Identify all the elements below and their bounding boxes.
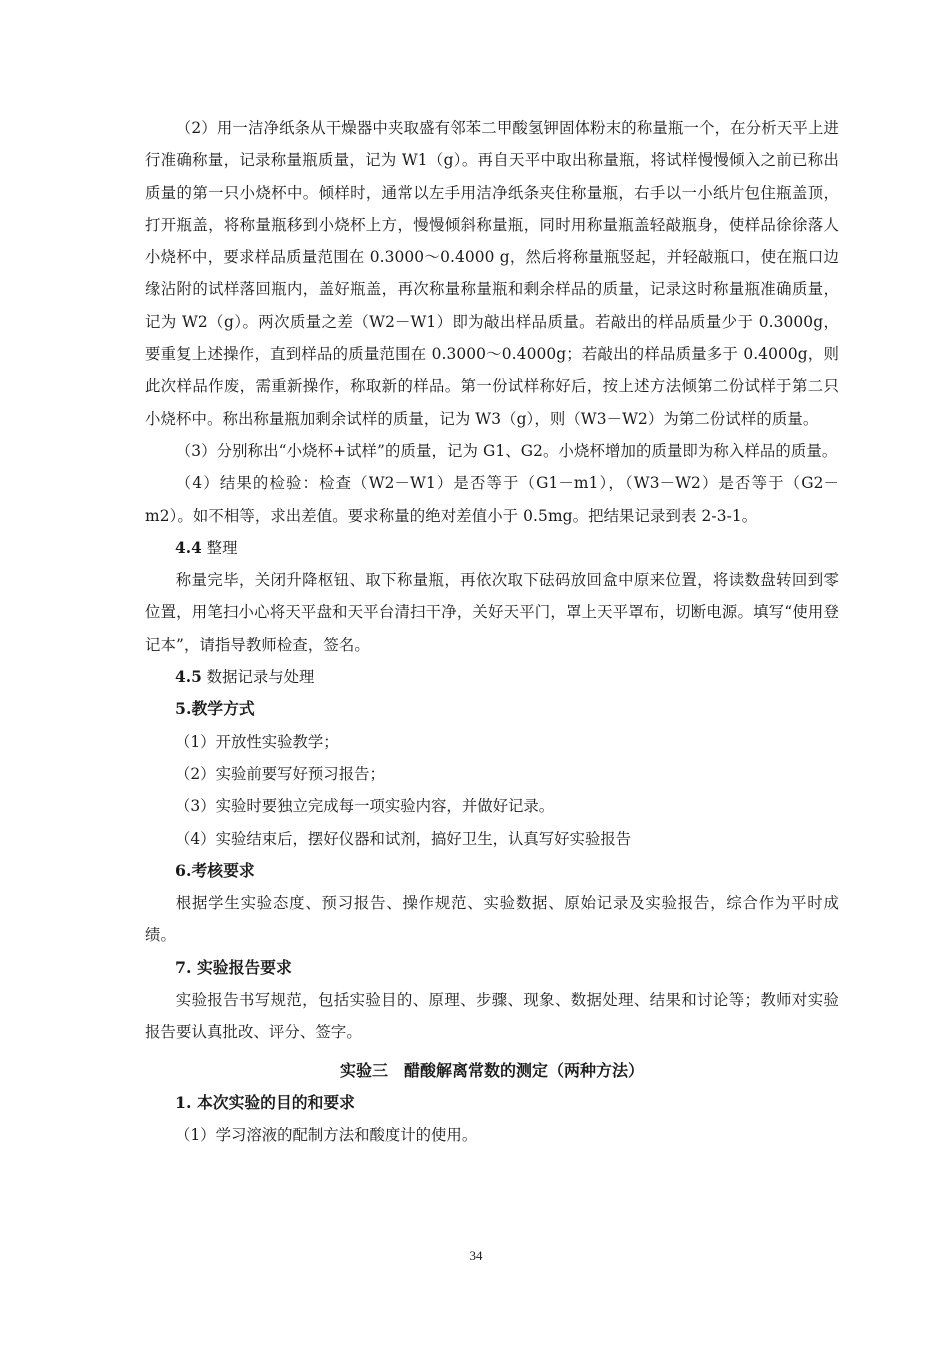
experiment-3-title: 实验三 醋酸解离常数的测定（两种方法） [339, 1060, 644, 1080]
section-number-4-5: 4.5 [175, 668, 202, 687]
section-heading-report-requirements: 7. 实验报告要求 [175, 957, 292, 977]
paragraph-assessment: 根据学生实验态度、预习报告、操作规范、实验数据、原始记录及实验报告，综合作为平时成绩。 [145, 894, 839, 945]
objective-item-1: （1）学习溶液的配制方法和酸度计的使用。 [175, 1126, 478, 1145]
section-title-4-5: 数据记录与处理 [201, 668, 315, 687]
teaching-item-3: （3）实验时要独立完成每一项实验内容，并做好记录。 [175, 797, 555, 816]
page-number: 34 [469, 1248, 483, 1263]
section-number-4-4: 4.4 [175, 538, 202, 557]
page-body [145, 112, 839, 1152]
paragraph-report-requirements: 实验报告书写规范，包括实验目的、原理、步骤、现象、数据处理、结果和讨论等；教师对实验报告要认真批改、评分、签字。 [145, 991, 839, 1042]
paragraph-weighing-step-4: （4）结果的检验：检查（W2－W1）是否等于（G1－m1），（W3－W2）是否等于（G2－m2）。如不相等，求出差值。要求称量的绝对差值小于 0.5mg。把结果记录到表 2-3-1。 [145, 474, 839, 525]
paragraph-weighing-step-3: （3）分别称出“小烧杯+试样”的质量，记为 G1、G2。小烧杯增加的质量即为称入样品的质量。 [175, 441, 838, 460]
teaching-item-2: （2）实验前要写好预习报告； [175, 764, 385, 783]
section-heading-teaching-method: 5.教学方式 [175, 699, 255, 719]
section-heading-objectives: 1. 本次实验的目的和要求 [175, 1092, 355, 1112]
paragraph-cleanup: 称量完毕，关闭升降枢钮、取下称量瓶，再依次取下砝码放回盒中原来位置，将读数盘转回到零位置，用笔扫小心将天平盘和天平台清扫干净，关好天平门，罩上天平罩布，切断电源。填写“使用登记本”，请指导教师检查，签名。 [145, 571, 839, 654]
teaching-item-1: （1）开放性实验教学； [175, 732, 339, 751]
paragraph-weighing-step-2: （2）用一洁净纸条从干燥器中夹取盛有邻苯二甲酸氢钾固体粉末的称量瓶一个，在分析天平上进行准确称量，记录称量瓶质量，记为 W1（g）。再自天平中取出称量瓶，将试样慢慢倾入之前已称出质量的第一只小烧杯中。倾样时，通常以左手用洁净纸条夹住称量瓶，右手以一小纸片包住瓶盖顶，打开瓶盖，将称量瓶移到小烧杯上方，慢慢倾斜称量瓶，同时用称量瓶盖轻敲瓶身，使样品徐徐落人小烧杯中，要求样品质量范围在 0.3000～0.4000 g，然后将称量瓶竖起，并轻敲瓶口，使在瓶口边缘沾附的试样落回瓶内，盖好瓶盖，再次称量称量瓶和剩余样品的质量，记录这时称量瓶准确质量，记为 W2（g）。两次质量之差（W2－W1）即为敲出样品质量。若敲出的样品质量少于 0.3000g，要重复上述操作，直到样品的质量范围在 0.3000～0.4000g；若敲出的样品质量多于 0.4000g，则此次样品作废，需重新操作，称取新的样品。第一份试样称好后，按上述方法倾第二份试样于第二只小烧杯中。称出称量瓶加剩余试样的质量，记为 W3（g），则（W3－W2）为第二份试样的质量。 [145, 119, 839, 428]
section-heading-assessment: 6.考核要求 [175, 860, 255, 880]
section-heading-4-5 [145, 661, 839, 693]
section-heading-4-4 [145, 532, 839, 564]
teaching-item-4: （4）实验结束后，摆好仪器和试剂，搞好卫生，认真写好实验报告 [175, 829, 632, 848]
section-title-4-4: 整理 [201, 538, 238, 557]
